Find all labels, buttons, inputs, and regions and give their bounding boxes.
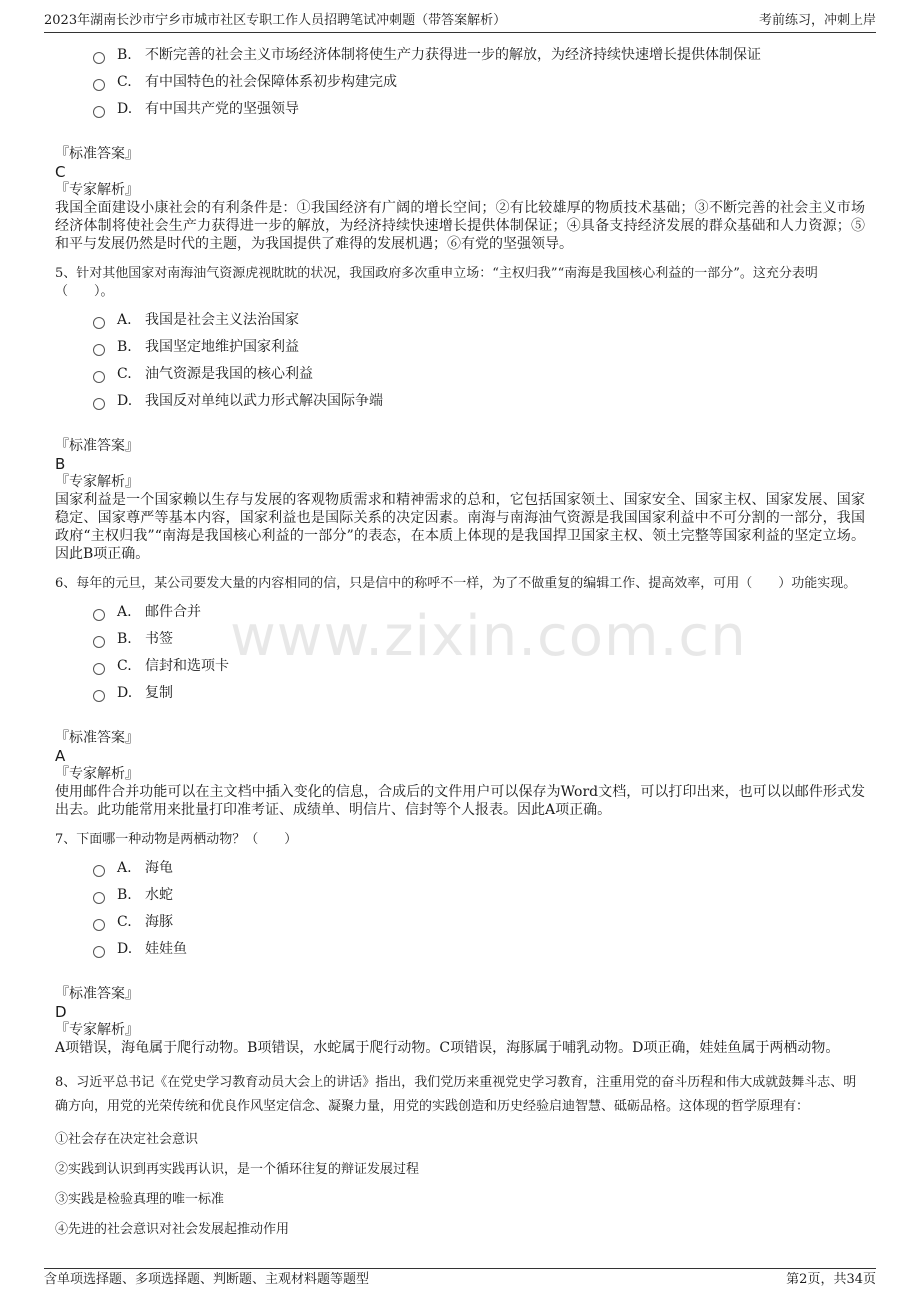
analysis-label: 『专家解析』 (55, 474, 139, 490)
q8-question: 8、习近平总书记《在党史学习教育动员大会上的讲话》指出，我们党历来重视党史学习教育，注重用党的奋斗历程和伟大成就鼓舞斗志、明确方向，用党的光荣传统和优良作风坚定信念、凝聚力量，用党的实践创造和历史经验启迪智慧、砥砺品格。这体现的哲学原理有： (55, 1075, 857, 1114)
q4-options (93, 42, 865, 123)
document-title: 2023年湖南长沙市宁乡市城市社区专职工作人员招聘笔试冲刺题（带答案解析） (44, 13, 507, 28)
q7-option-d[interactable]: D. 娃娃鱼 (93, 936, 865, 963)
q7-answer-block (55, 985, 865, 1057)
radio-icon[interactable] (93, 892, 105, 904)
radio-icon[interactable] (93, 636, 105, 648)
radio-icon[interactable] (93, 79, 105, 91)
answer-value: D (55, 1003, 67, 1021)
page-content (55, 42, 865, 1239)
analysis-text: 我国全面建设小康社会的有利条件是：①我国经济有广阔的增长空间；②有比较雄厚的物质技术基础；③不断完善的社会主义市场经济体制将使社会生产力获得进一步的解放，为经济持续快速增长提供体制保证；④具备支持经济发展的群众基础和人力资源；⑤和平与发展仍然是时代的主题，为我国提供了难得的发展机遇；⑥有党的坚强领导。 (55, 200, 865, 252)
analysis-label: 『专家解析』 (55, 766, 139, 782)
q8-statement-2: ②实践到认识到再实践再认识，是一个循环往复的辩证发展过程 (55, 1162, 420, 1177)
q7-question: 7、下面哪一种动物是两栖动物？（ ） (55, 832, 298, 847)
answer-value: B (55, 455, 66, 473)
radio-icon[interactable] (93, 52, 105, 64)
radio-icon[interactable] (93, 919, 105, 931)
q6-option-a[interactable]: A. 邮件合并 (93, 599, 865, 626)
q6-option-d[interactable]: D. 复制 (93, 680, 865, 707)
analysis-text: 使用邮件合并功能可以在主文档中插入变化的信息，合成后的文件用户可以保存为Word文档，可以打印出来，也可以以邮件形式发出去。此功能常用来批量打印准考证、成绩单、明信片、信封等个人报表。因此A项正确。 (55, 784, 865, 818)
answer-label: 『标准答案』 (55, 146, 139, 162)
q8-statement-4: ④先进的社会意识对社会发展起推动作用 (55, 1222, 290, 1237)
analysis-label: 『专家解析』 (55, 182, 139, 198)
analysis-label: 『专家解析』 (55, 1022, 139, 1038)
q5-option-a[interactable]: A. 我国是社会主义法治国家 (93, 307, 865, 334)
q7-option-a[interactable]: A. 海龟 (93, 855, 865, 882)
q7-options (93, 855, 865, 963)
radio-icon[interactable] (93, 609, 105, 621)
q5-option-d[interactable]: D. 我国反对单纯以武力形式解决国际争端 (93, 388, 865, 415)
q5-option-b[interactable]: B. 我国坚定地维护国家利益 (93, 334, 865, 361)
answer-label: 『标准答案』 (55, 438, 139, 454)
page-header (44, 10, 876, 33)
radio-icon[interactable] (93, 344, 105, 356)
q4-option-d[interactable]: D. 有中国共产党的坚强领导 (93, 96, 865, 123)
q5-options (93, 307, 865, 415)
answer-value: A (55, 747, 66, 765)
q5-question: 5、针对其他国家对南海油气资源虎视眈眈的状况，我国政府多次重申立场：“主权归我”“南海是我国核心利益的一部分”。这充分表明（ ）。 (55, 266, 818, 299)
analysis-text: A项错误，海龟属于爬行动物。B项错误，水蛇属于爬行动物。C项错误，海豚属于哺乳动物。D项正确，娃娃鱼属于两栖动物。 (55, 1040, 840, 1056)
page-number: 第2页，共34页 (786, 1272, 876, 1287)
q6-option-c[interactable]: C. 信封和选项卡 (93, 653, 865, 680)
q8-statement-3: ③实践是检验真理的唯一标准 (55, 1192, 225, 1207)
radio-icon[interactable] (93, 106, 105, 118)
q5-option-c[interactable]: C. 油气资源是我国的核心利益 (93, 361, 865, 388)
answer-value: C (55, 163, 66, 181)
q4-option-b[interactable]: B. 不断完善的社会主义市场经济体制将使生产力获得进一步的解放，为经济持续快速增长提供体制保证 (93, 42, 865, 69)
radio-icon[interactable] (93, 371, 105, 383)
q5-answer-block (55, 437, 865, 563)
q8-statement-1: ①社会存在决定社会意识 (55, 1132, 199, 1147)
answer-label: 『标准答案』 (55, 730, 139, 746)
analysis-text: 国家利益是一个国家赖以生存与发展的客观物质需求和精神需求的总和，它包括国家领土、国家安全、国家主权、国家发展、国家稳定、国家尊严等基本内容，国家利益也是国际关系的决定因素。南海与南海油气资源是我国国家利益中不可分割的一部分，我国政府“主权归我”“南海是我国核心利益的一部分”的表态，在本质上体现的是我国捍卫国家主权、领土完整等国家利益的坚定立场。因此B项正确。 (55, 492, 865, 562)
q6-question: 6、每年的元旦，某公司要发大量的内容相同的信，只是信中的称呼不一样，为了不做重复的编辑工作、提高效率，可用（ ）功能实现。 (55, 576, 857, 591)
q6-options (93, 599, 865, 707)
answer-label: 『标准答案』 (55, 986, 139, 1002)
radio-icon[interactable] (93, 865, 105, 877)
radio-icon[interactable] (93, 946, 105, 958)
footer-note: 含单项选择题、多项选择题、判断题、主观材料题等题型 (44, 1272, 370, 1287)
watermark: www.zixin.com.cn (230, 604, 747, 669)
q6-option-b[interactable]: B. 书签 (93, 626, 865, 653)
radio-icon[interactable] (93, 398, 105, 410)
radio-icon[interactable] (93, 663, 105, 675)
radio-icon[interactable] (93, 690, 105, 702)
q7-option-b[interactable]: B. 水蛇 (93, 882, 865, 909)
q4-answer-block (55, 145, 865, 253)
header-slogan: 考前练习，冲刺上岸 (758, 13, 876, 28)
q7-option-c[interactable]: C. 海豚 (93, 909, 865, 936)
radio-icon[interactable] (93, 317, 105, 329)
page-footer (44, 1268, 876, 1291)
q6-answer-block (55, 729, 865, 819)
q4-option-c[interactable]: C. 有中国特色的社会保障体系初步构建完成 (93, 69, 865, 96)
